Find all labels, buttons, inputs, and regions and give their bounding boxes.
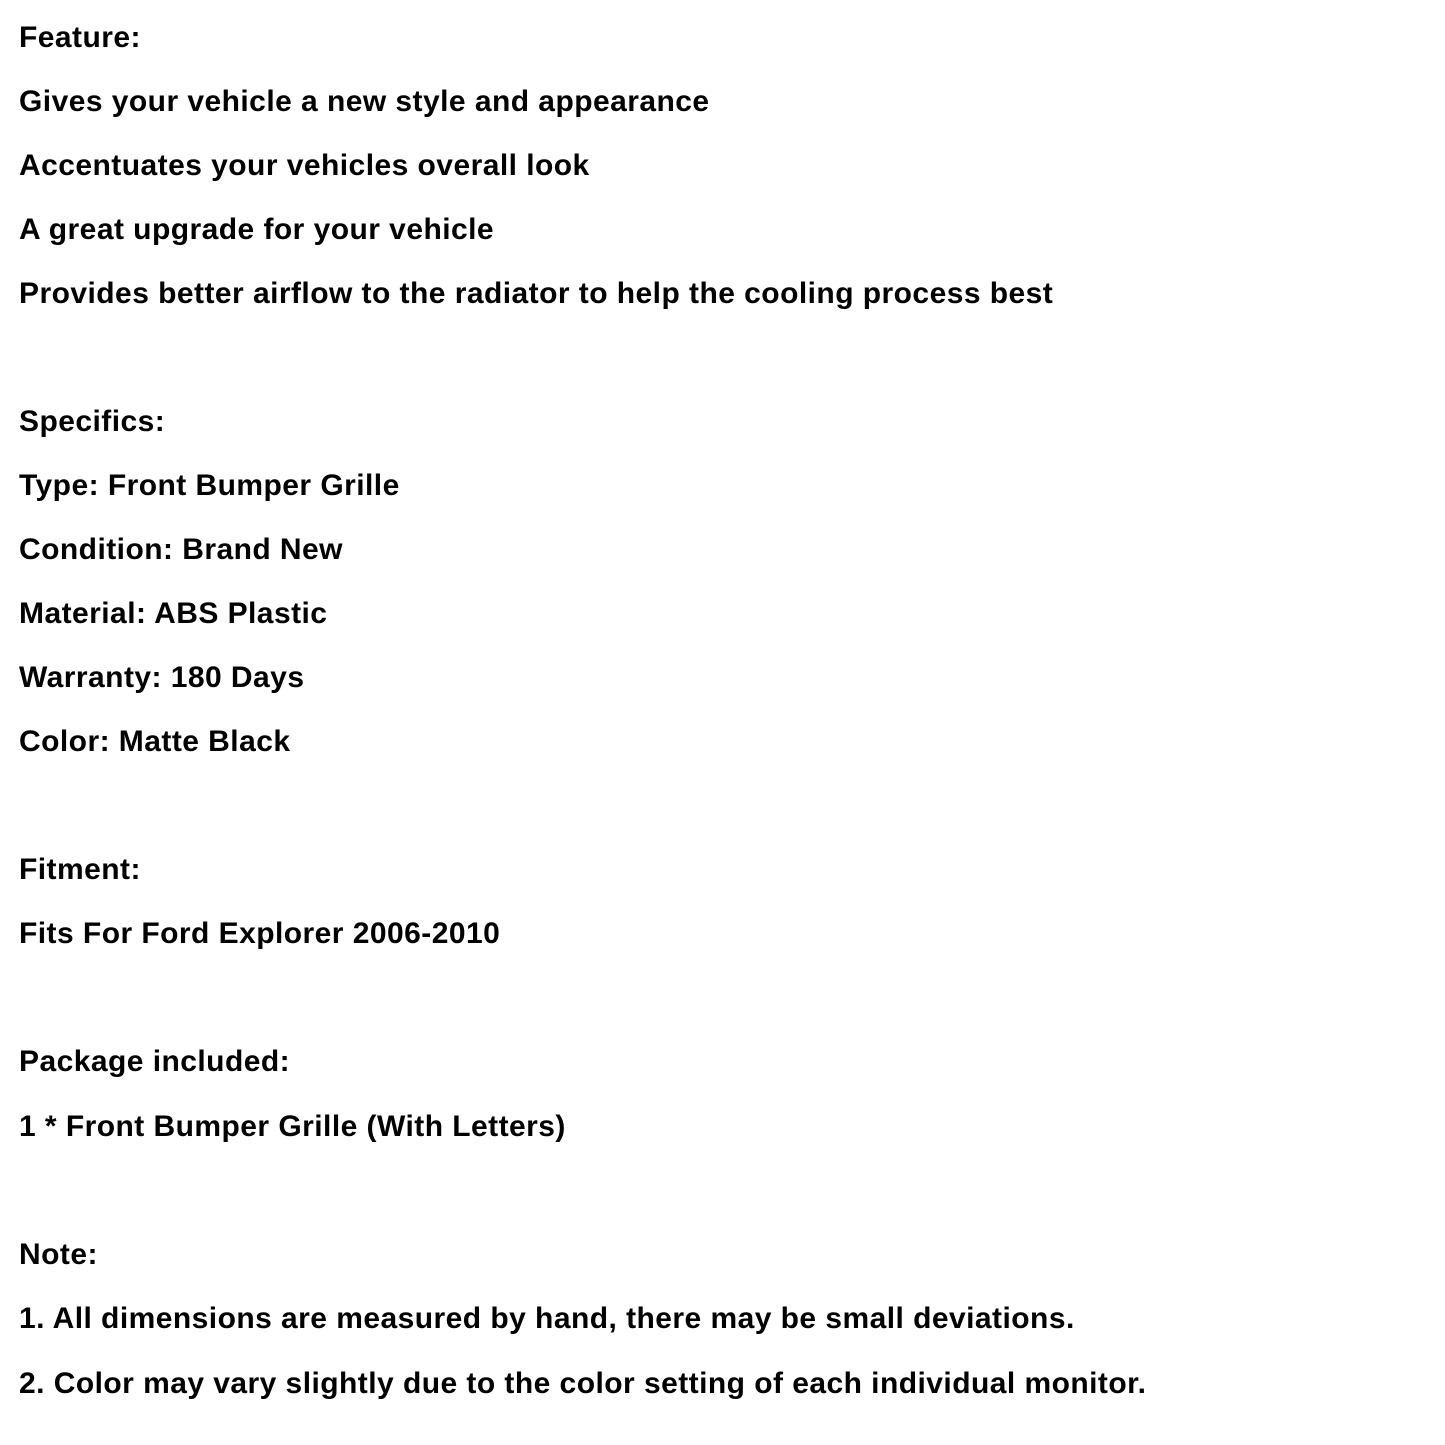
specifics-item: Warranty: 180 Days <box>19 661 305 694</box>
note-heading: Note: <box>19 1238 98 1271</box>
feature-item: A great upgrade for your vehicle <box>19 213 495 246</box>
specifics-item: Color: Matte Black <box>19 725 291 758</box>
specifics-item: Material: ABS Plastic <box>19 597 328 630</box>
specifics-item: Condition: Brand New <box>19 533 343 566</box>
note-item: 2. Color may vary slightly due to the color setting of each individual monitor. <box>19 1367 1147 1400</box>
feature-item: Accentuates your vehicles overall look <box>19 149 590 182</box>
fitment-item: Fits For Ford Explorer 2006-2010 <box>19 917 501 950</box>
specifics-item: Type: Front Bumper Grille <box>19 469 400 502</box>
feature-heading: Feature: <box>19 21 141 54</box>
specifics-heading: Specifics: <box>19 405 166 438</box>
feature-item: Gives your vehicle a new style and appearance <box>19 85 710 118</box>
package-item: 1 * Front Bumper Grille (With Letters) <box>19 1110 566 1143</box>
feature-item: Provides better airflow to the radiator to help the cooling process best <box>19 277 1054 310</box>
note-item: 1. All dimensions are measured by hand, there may be small deviations. <box>19 1302 1075 1335</box>
fitment-heading: Fitment: <box>19 853 141 886</box>
package-heading: Package included: <box>19 1045 291 1078</box>
